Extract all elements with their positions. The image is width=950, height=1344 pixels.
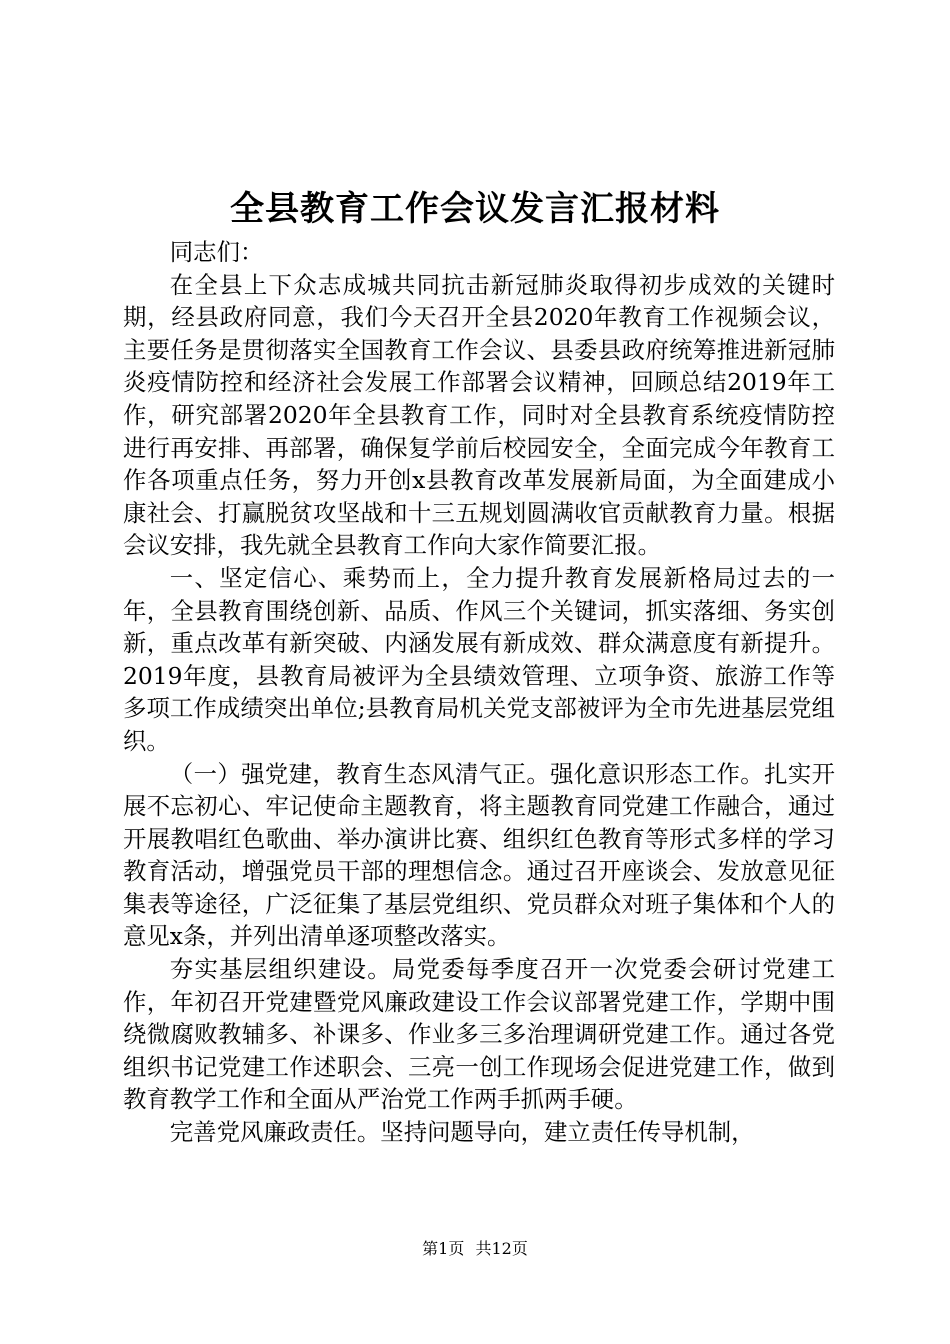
document-body bbox=[123, 236, 835, 1149]
paragraph-intro: 在全县上下众志成城共同抗击新冠肺炎取得初步成效的关键时期，经县政府同意，我们今天召开全县2020年教育工作视频会议，主要任务是贯彻落实全国教育工作会议、县委县政府统筹推进新冠肺炎疫情防控和经济社会发展工作部署会议精神，回顾总结2019年工作，研究部署2020年全县教育工作，同时对全县教育系统疫情防控进行再安排、再部署，确保复学前后校园安全，全面完成今年教育工作各项重点任务，努力开创x县教育改革发展新局面，为全面建成小康社会、打赢脱贫攻坚战和十三五规划圆满收官贡献教育力量。根据会议安排，我先就全县教育工作向大家作简要汇报。 bbox=[123, 270, 835, 560]
paragraph-salutation: 同志们： bbox=[169, 238, 264, 266]
document-title: 全县教育工作会议发言汇报材料 bbox=[230, 189, 720, 229]
page-number: 第1页 bbox=[422, 1239, 465, 1258]
paragraph-section-one: 一、坚定信心、乘势而上，全力提升教育发展新格局过去的一年，全县教育围绕创新、品质、作风三个关键词，抓实落细、务实创新，重点改革有新突破、内涵发展有新成效、群众满意度有新提升。2019年度，县教育局被评为全县绩效管理、立项争资、旅游工作等多项工作成绩突出单位;县教育局机关党支部被评为全市先进基层党组织。 bbox=[123, 563, 835, 755]
paragraph-integrity: 完善党风廉政责任。坚持问题导向，建立责任传导机制， bbox=[169, 1118, 755, 1147]
page-footer bbox=[0, 1238, 950, 1260]
page-total: 共12页 bbox=[475, 1239, 528, 1258]
paragraph-grassroots: 夯实基层组织建设。局党委每季度召开一次党委会研讨党建工作，年初召开党建暨党风廉政建设工作会议部署党建工作，学期中围绕微腐败教辅多、补课多、作业多三多治理调研党建工作。通过各党组织书记党建工作述职会、三亮一创工作现场会促进党建工作，做到教育教学工作和全面从严治党工作两手抓两手硬。 bbox=[123, 955, 835, 1114]
paragraph-party-building: （一）强党建，教育生态风清气正。强化意识形态工作。扎实开展不忘初心、牢记使命主题教育，将主题教育同党建工作融合，通过开展教唱红色歌曲、举办演讲比赛、组织红色教育等形式多样的学习教育活动，增强党员干部的理想信念。通过召开座谈会、发放意见征集表等途径，广泛征集了基层党组织、党员群众对班子集体和个人的意见x条，并列出清单逐项整改落实。 bbox=[123, 759, 835, 951]
